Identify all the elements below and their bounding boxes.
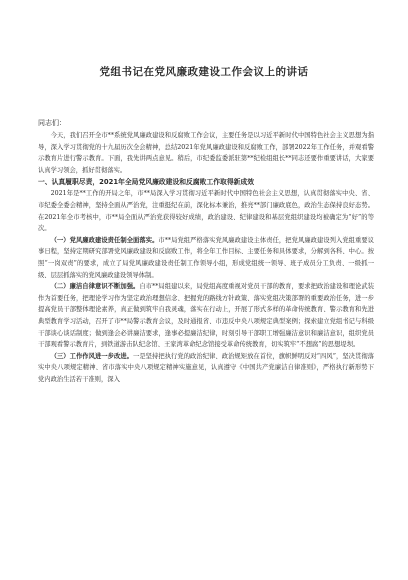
document-body [38,130,374,385]
subheading-integrity: （二）廉洁自律意识不断加强。 [50,283,140,291]
document-title: 党组书记在党风廉政建设工作会议上的讲话 [99,66,309,78]
style-text: 一是坚持把执行党的政治纪律、政治规矩放在首位，旗帜鲜明反对“四风”，坚决贯彻落实中央八项规定精神、省市落实中央八项规定精神实施意见，认真遵守《中国共产党廉洁自律准则》，严格执行新形势下党内政治生活若干准则，深入 [38,352,374,383]
summary-paragraph: 2021年是**工作的开局之年，市**局深入学习贯彻习近平新时代中国特色社会主义思想，认真贯彻落实中央、省、市纪委全委会精神，坚持全面从严治党，注重挺纪在前，深化标本兼治，推亮**部门廉政底色，政治生态保持良好态势。在2021年全市考核中，市**局全面从严治党获得较好成绩，政治建设、纪律建设和基层党组织建设均被确定为“好”的等次。 [38,190,374,233]
section-heading-1: 一、认真履职尽责，2021年全局党风廉政建设和反腐败工作取得新成效 [38,178,255,187]
intro-paragraph: 今天，我们召开全市**系统党风廉政建设和反腐败工作会议，主要任务是以习近平新时代中国特色社会主义思想为指导，深入学习贯彻党的十九届历次全会精神，总结2021年党风廉政建设和反腐败工作，部署2022年工作任务，并观看警示教育片进行警示教育。下面，我先讲两点意见。稍后，市纪委监委派驻第**纪检组组长**同志还要作重要讲话，大家要认真学习领会，抓好贯彻落实。 [38,132,374,174]
responsibility-paragraph [38,235,374,281]
style-paragraph [38,351,374,386]
responsibility-text: 市**局党组严格落实党风廉政建设主体责任，把党风廉政建设列入党组重要议事日程，坚持定期研究部署党风廉政建设和反腐败工作，将全年工作目标、主要任务和具体要求，分解到各科、中心。按照“一岗双责”的要求，成立了局党风廉政建设责任制工作领导小组，形成党组统一领导、班子成员分工负责、一级抓一级、层层抓落实的党风廉政建设领导体制。 [38,236,375,279]
subheading-style: （三）工作作风进一步改进。 [50,352,133,360]
salutation: 同志们： [38,119,66,127]
subheading-responsibility: （一）党风廉政建设责任制全面落实。 [50,236,159,244]
integrity-paragraph [38,281,374,351]
integrity-text: 自市**局组建以来，局党组高度重视对党员干部的教育，要求把政治建设和理论武装作为首要任务，把理论学习作为坚定政治理想信念、把握党的路线方针政策、落实党组决策部署的重要政治任务，进一步提高党员干部整体理论素养，真正做到筑牢自我灵魂，落实在行动上，开展了形式多样的革命传统教育、警示教育和先进典型教育学习活动，召开了市**局警示教育会议，及时通报省、市违反中央八项规定典型案例；探索建立党组书记与科级干部谈心谈话制度；做到逢会必讲廉洁要求，逢事必提廉洁纪律，时刻引导干部职工增强廉洁意识和廉洁意识，组织党员干部观看警示教育片，到铁道游击队纪念馆、王家湾革命纪念馆接受革命传统教育，切实筑牢“不想腐”的思想堤坝。 [38,283,375,349]
